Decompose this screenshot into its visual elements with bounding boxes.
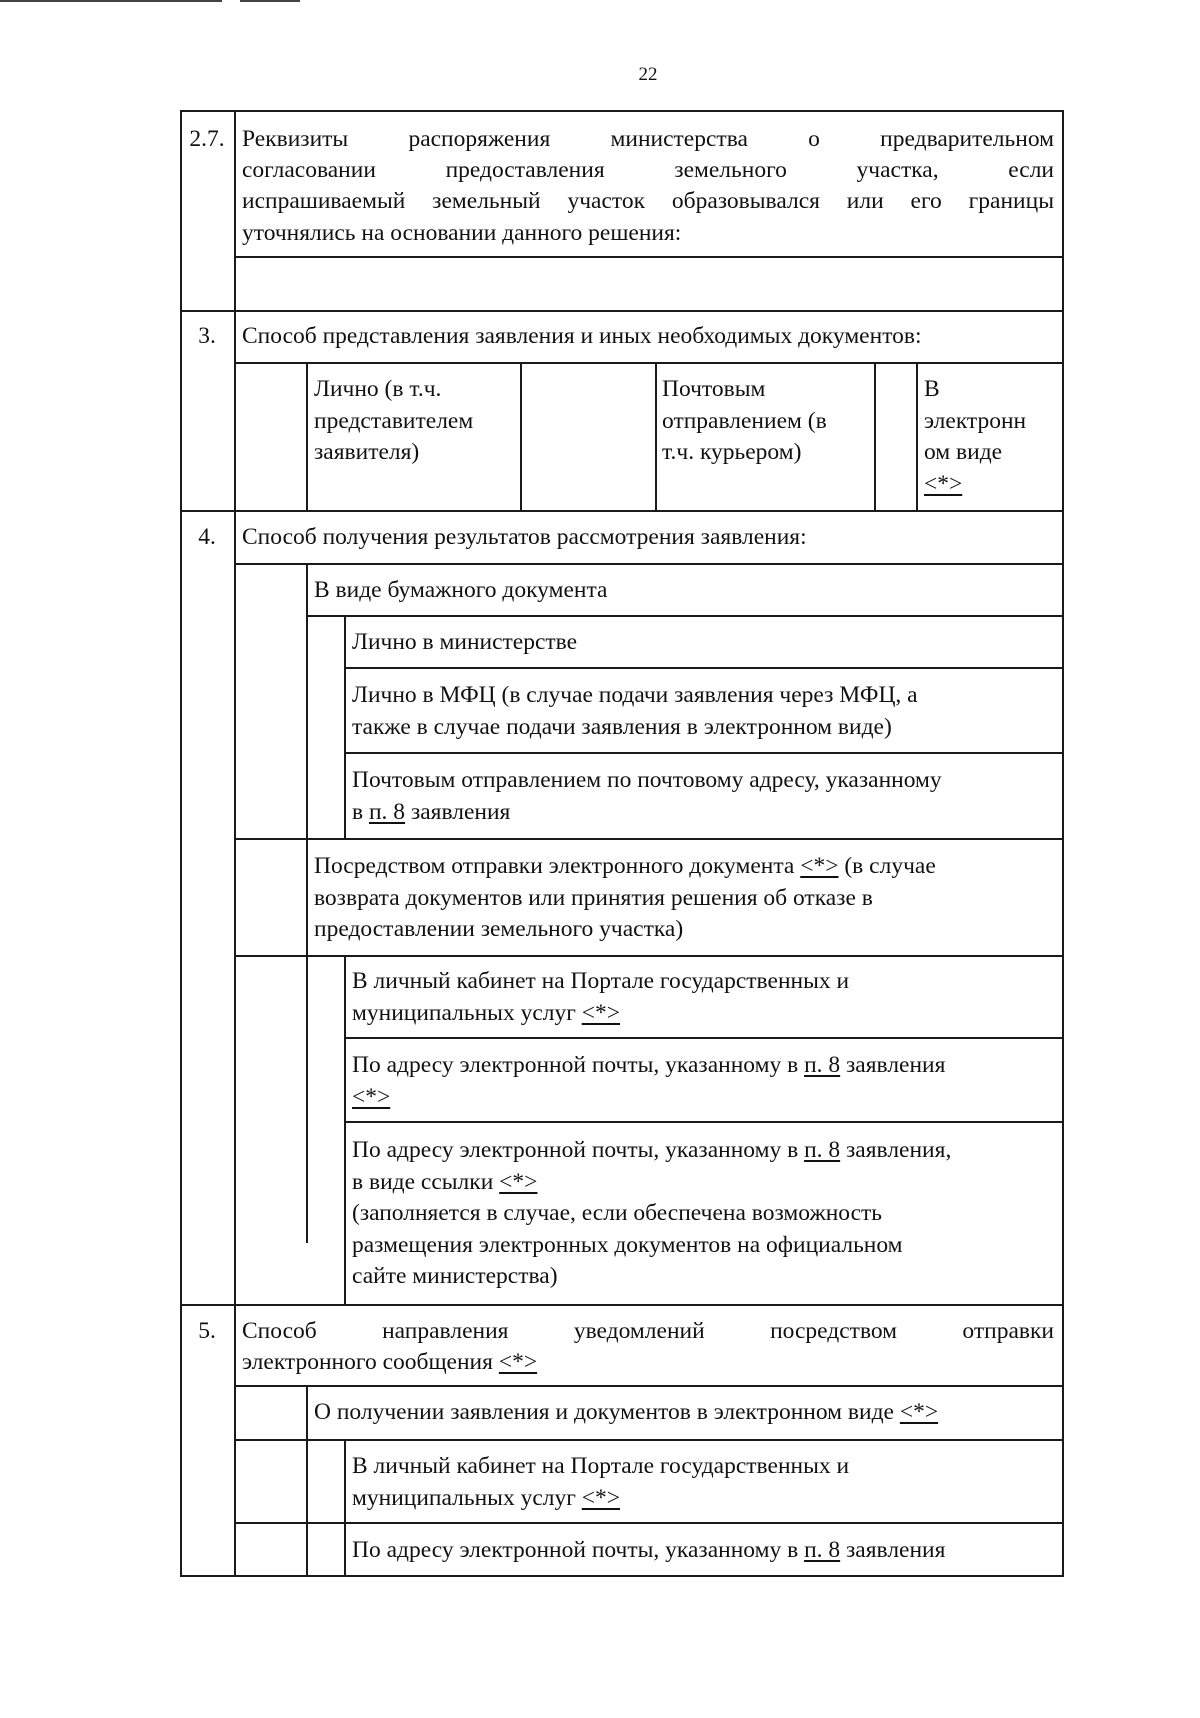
option-notify-personal-account: В личный кабинет на Портале государственных и муниципальных услуг <*> — [352, 1453, 850, 1511]
section-text-line: Способ направления уведомлений посредством отправки — [242, 1318, 1054, 1344]
option-receipt-notification: О получении заявления и документов в электронном виде <*> — [314, 1399, 939, 1425]
scan-edge — [0, 0, 222, 2]
option-submit-in-person: Лично (в т.ч. представителем заявителя) — [314, 376, 474, 465]
option-in-ministry: Лично в министерстве — [352, 629, 578, 655]
option-email: По адресу электронной почты, указанному в п. 8 заявления <*> — [352, 1052, 946, 1110]
option-personal-account: В личный кабинет на Портале государственных и муниципальных услуг <*> — [352, 968, 850, 1026]
requisites-input-field[interactable] — [242, 266, 1054, 302]
section-title: Способ получения результатов рассмотрения заявления: — [242, 524, 807, 550]
option-electronic-document: Посредством отправки электронного документа <*> (в случае возврата документов или принятия решения об отказе в предоставлении земельного участка) — [314, 853, 936, 942]
checkbox-receipt-notification[interactable] — [238, 1389, 304, 1437]
footnote-ref-link[interactable]: <*> — [899, 1399, 939, 1425]
checkbox-in-ministry[interactable] — [310, 619, 342, 665]
section-text-line: электронного сообщения <*> — [242, 1349, 538, 1375]
checkbox-submit-by-post[interactable] — [524, 366, 653, 508]
section-title: Способ представления заявления и иных необходимых документов: — [242, 323, 922, 349]
checkbox-in-mfc[interactable] — [310, 671, 342, 750]
footnote-ref-link[interactable]: <*> — [800, 853, 839, 879]
clause-8-link[interactable]: п. 8 — [804, 1537, 841, 1563]
option-submit-by-post: Почтовым отправлением (в т.ч. курьером) — [662, 376, 827, 465]
section-number: 3. — [198, 323, 216, 349]
checkbox-personal-account[interactable] — [310, 959, 342, 1035]
footnote-ref-link[interactable]: <*> — [498, 1349, 538, 1375]
section-text-line: испрашиваемый земельный участок образовывался или его границы — [242, 188, 1054, 214]
section-text-line: Реквизиты распоряжения министерства о предварительном — [242, 126, 1054, 152]
option-by-postal-address: Почтовым отправлением по почтовому адресу, указанному в п. 8 заявления — [352, 767, 942, 825]
page-number: 22 — [638, 64, 658, 85]
option-paper-document: В виде бумажного документа — [314, 577, 608, 603]
option-email-link: По адресу электронной почты, указанному в п. 8 заявления, в виде ссылки <*> (заполняется в случае, если обеспечена возможность размещения электронных документов на официальном сайте министерства) — [352, 1137, 952, 1289]
section-number: 5. — [198, 1318, 216, 1344]
footnote-ref-link[interactable]: <*> — [352, 1083, 391, 1110]
checkbox-by-postal-address[interactable] — [310, 756, 342, 836]
checkbox-email[interactable] — [310, 1041, 342, 1119]
checkbox-paper-document[interactable] — [238, 567, 304, 613]
checkbox-email-link[interactable] — [310, 1125, 342, 1302]
checkbox-electronic-document[interactable] — [238, 842, 304, 953]
section-text-line: уточнялись на основании данного решения: — [242, 220, 682, 246]
option-notify-email: По адресу электронной почты, указанному в п. 8 заявления — [352, 1537, 946, 1563]
option-submit-electronic: В электронн ом виде <*> — [924, 376, 1027, 497]
footnote-ref-link[interactable]: <*> — [581, 999, 621, 1026]
section-number: 4. — [198, 524, 216, 550]
checkbox-notify-personal-account[interactable] — [310, 1443, 342, 1520]
clause-8-link[interactable]: п. 8 — [368, 798, 406, 825]
scan-edge — [240, 0, 300, 2]
checkbox-notify-email[interactable] — [310, 1526, 342, 1573]
clause-8-link[interactable]: п. 8 — [804, 1137, 841, 1163]
footnote-ref-link[interactable]: <*> — [581, 1484, 621, 1511]
checkbox-submit-electronic[interactable] — [878, 366, 914, 508]
section-text-line: согласовании предоставления земельного участка, если — [242, 157, 1054, 183]
section-number: 2.7. — [189, 126, 225, 152]
footnote-ref-link[interactable]: <*> — [924, 470, 963, 497]
footnote-ref-link[interactable]: <*> — [499, 1168, 538, 1195]
checkbox-submit-in-person[interactable] — [238, 366, 304, 508]
option-in-mfc: Лично в МФЦ (в случае подачи заявления через МФЦ, а также в случае подачи заявления в электронном виде) — [352, 682, 918, 740]
clause-8-link[interactable]: п. 8 — [804, 1052, 841, 1078]
